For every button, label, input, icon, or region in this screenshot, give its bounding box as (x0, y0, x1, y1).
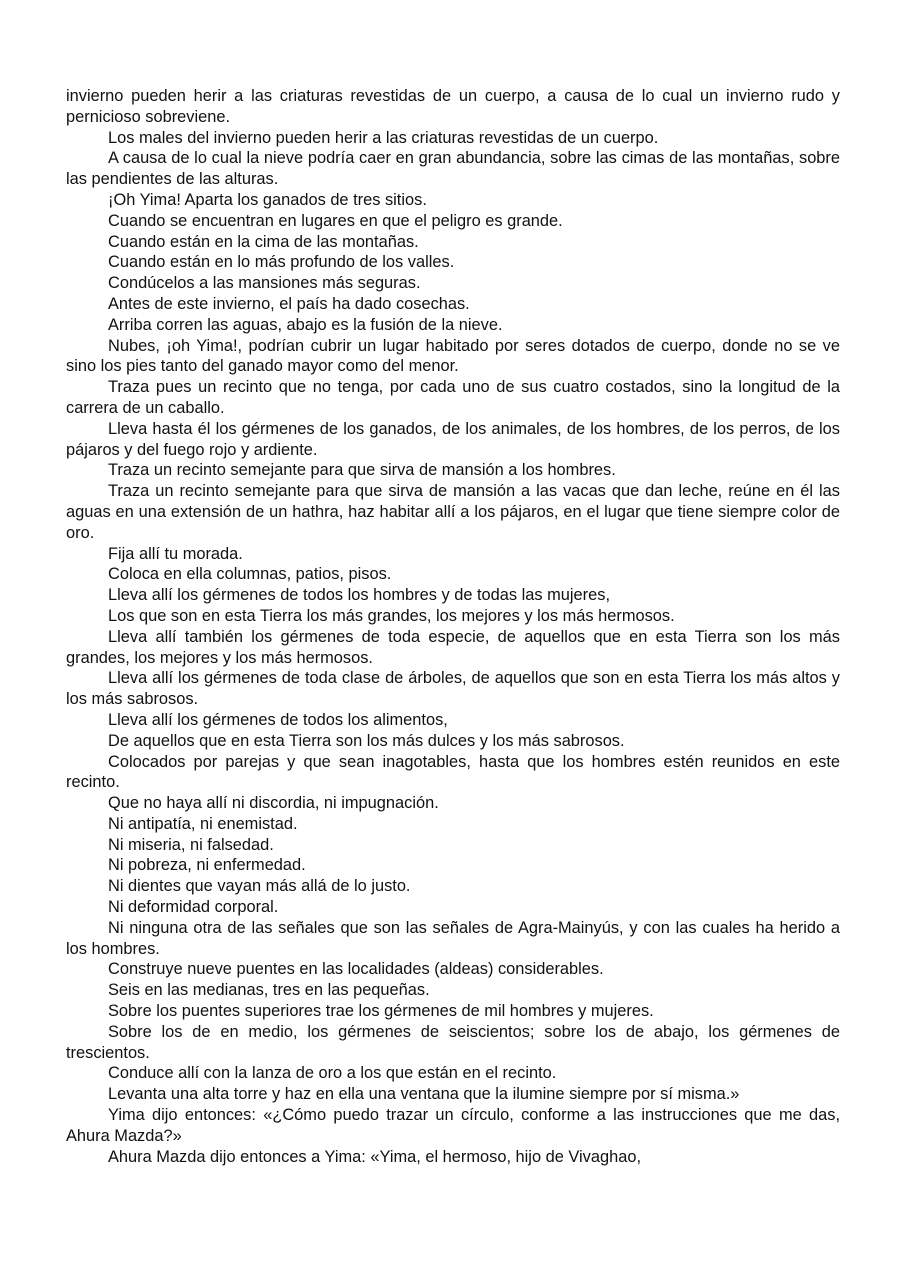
paragraph: Ni dientes que vayan más allá de lo justo. (108, 877, 411, 896)
paragraph: A causa de lo cual la nieve podría caer en gran abundancia, sobre las cimas de las montañas, sobre las pendientes de las alturas. (66, 149, 840, 189)
paragraph: Condúcelos a las mansiones más seguras. (108, 274, 421, 293)
paragraph: Cuando están en lo más profundo de los valles. (108, 253, 455, 272)
paragraph: ¡Oh Yima! Aparta los ganados de tres sitios. (108, 190, 427, 209)
paragraph: Ni ninguna otra de las señales que son las señales de Agra-Mainyús, y con las cuales ha herido a los hombres. (66, 918, 840, 958)
paragraph: Lleva hasta él los gérmenes de los ganados, de los animales, de los hombres, de los perros, de los pájaros y del fuego rojo y ardiente. (66, 419, 840, 459)
paragraph: Conduce allí con la lanza de oro a los que están en el recinto. (108, 1064, 557, 1083)
paragraph: Los males del invierno pueden herir a las criaturas revestidas de un cuerpo. (108, 128, 659, 147)
paragraph: Lleva allí los gérmenes de todos los alimentos, (108, 710, 448, 729)
paragraph: Que no haya allí ni discordia, ni impugnación. (108, 794, 439, 813)
paragraph: Cuando están en la cima de las montañas. (108, 232, 419, 251)
paragraph: Coloca en ella columnas, patios, pisos. (108, 565, 392, 584)
paragraph: Ahura Mazda dijo entonces a Yima: «Yima, el hermoso, hijo de Vivaghao, (108, 1147, 642, 1166)
paragraph: Levanta una alta torre y haz en ella una ventana que la ilumine siempre por sí misma.» (108, 1085, 740, 1104)
paragraph: Traza un recinto semejante para que sirva de mansión a las vacas que dan leche, reúne en él las aguas en una extensión de un hathra, haz habitar allí a los pájaros, en el lugar que tiene siempre color de oro. (66, 482, 840, 542)
paragraph: Ni pobreza, ni enfermedad. (108, 856, 306, 875)
document-page (66, 86, 840, 1167)
paragraph: Antes de este invierno, el país ha dado cosechas. (108, 294, 470, 313)
paragraph: Yima dijo entonces: «¿Cómo puedo trazar un círculo, conforme a las instrucciones que me das, Ahura Mazda?» (66, 1106, 840, 1145)
paragraph: Seis en las medianas, tres en las pequeñas. (108, 981, 430, 1000)
paragraph: Fija allí tu morada. (108, 544, 243, 563)
paragraph: De aquellos que en esta Tierra son los más dulces y los más sabrosos. (108, 731, 625, 750)
paragraph: Arriba corren las aguas, abajo es la fusión de la nieve. (108, 315, 503, 334)
paragraph: Traza un recinto semejante para que sirva de mansión a los hombres. (108, 461, 616, 480)
paragraph: Construye nueve puentes en las localidades (aldeas) considerables. (108, 960, 604, 979)
paragraph: Colocados por parejas y que sean inagotables, hasta que los hombres estén reunidos en este recinto. (66, 752, 840, 792)
paragraph: Cuando se encuentran en lugares en que el peligro es grande. (108, 211, 563, 230)
paragraph: Lleva allí también los gérmenes de toda especie, de aquellos que en esta Tierra son los más grandes, los mejores y los más hermosos. (66, 627, 840, 667)
paragraph: Sobre los puentes superiores trae los gérmenes de mil hombres y mujeres. (108, 1002, 654, 1021)
paragraph: Sobre los de en medio, los gérmenes de seiscientos; sobre los de abajo, los gérmenes de trescientos. (66, 1022, 840, 1062)
paragraph: Traza pues un recinto que no tenga, por cada uno de sus cuatro costados, sino la longitud de la carrera de un caballo. (66, 378, 840, 417)
paragraph: Los que son en esta Tierra los más grandes, los mejores y los más hermosos. (108, 606, 675, 625)
paragraph: Ni deformidad corporal. (108, 898, 279, 917)
paragraph: Ni antipatía, ni enemistad. (108, 814, 298, 833)
paragraph: Ni miseria, ni falsedad. (108, 835, 274, 854)
paragraph: Nubes, ¡oh Yima!, podrían cubrir un lugar habitado por seres dotados de cuerpo, donde no se ve sino los pies tanto del ganado mayor como del menor. (66, 336, 840, 376)
paragraph: Lleva allí los gérmenes de todos los hombres y de todas las mujeres, (108, 586, 610, 605)
paragraph: invierno pueden herir a las criaturas revestidas de un cuerpo, a causa de lo cual un invierno rudo y pernicioso sobreviene. (66, 87, 840, 126)
paragraph: Lleva allí los gérmenes de toda clase de árboles, de aquellos que son en esta Tierra los más altos y los más sabrosos. (66, 669, 840, 709)
